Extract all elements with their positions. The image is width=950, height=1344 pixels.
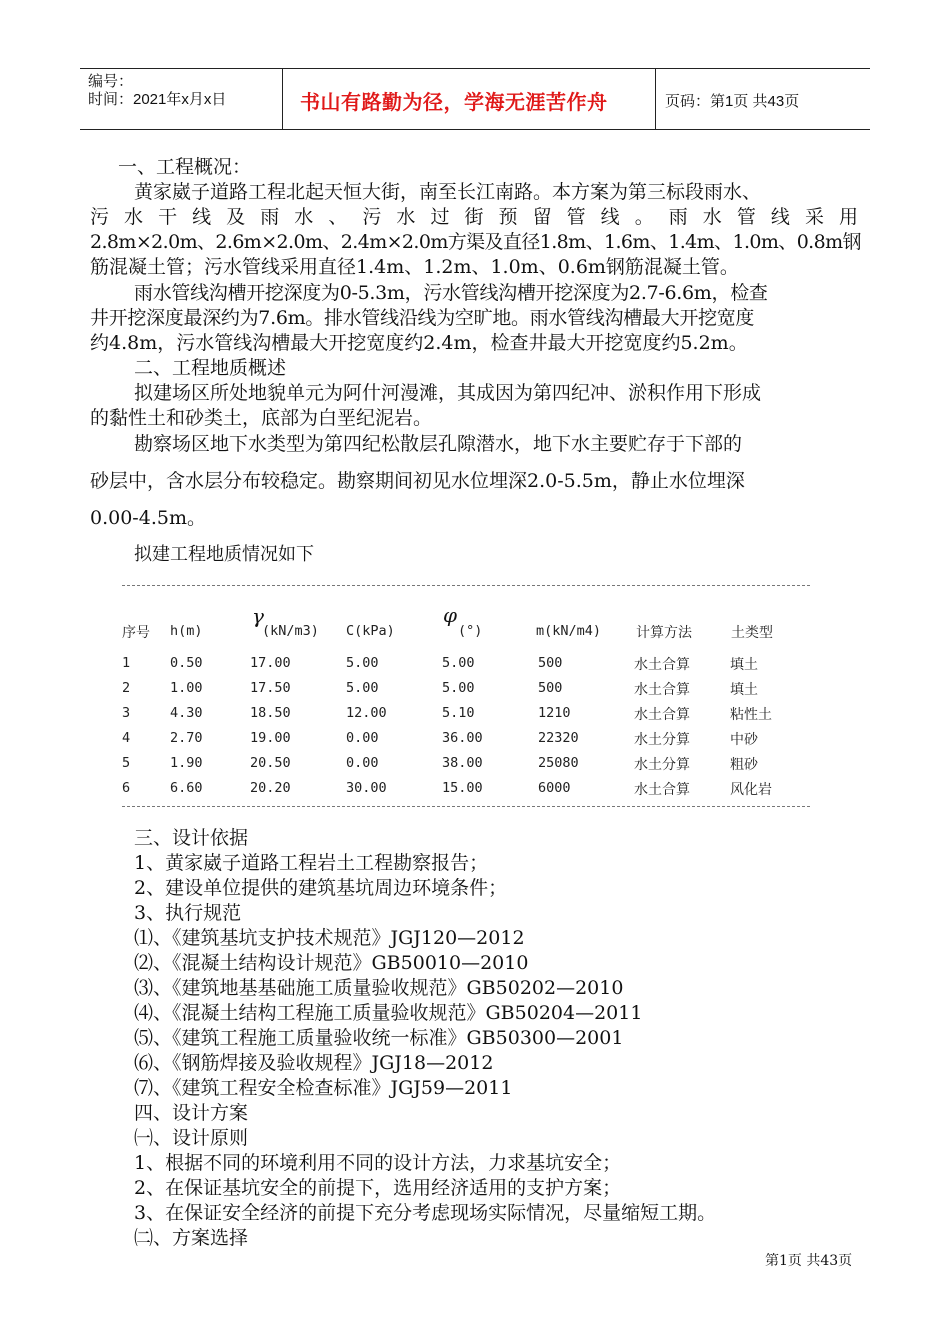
table-row-5-h: 1.90 [170, 755, 203, 771]
gamma-symbol: γ [252, 604, 264, 628]
table-row-2-index: 2 [122, 680, 131, 696]
table-row-4-phi: 36.00 [442, 730, 483, 746]
col-header-phi: (°) [458, 623, 483, 639]
table-row-6-c: 30.00 [346, 780, 387, 796]
table-row-4-m: 22320 [538, 730, 579, 746]
header-top-rule [80, 68, 870, 69]
table-row-6-method: 水土合算 [634, 782, 690, 798]
header-bottom-rule [80, 129, 870, 130]
col-header-gamma: (kN/m3) [262, 623, 319, 639]
s2-p2-line1: 勘察场区地下水类型为第四纪松散层孔隙潜水，地下水主要贮存于下部的 [134, 433, 743, 455]
s1-p2-line2: 井开挖深度最深约为7.6m。排水管线沿线为空旷地。雨水管线沟槽最大开挖宽度 [90, 307, 755, 329]
table-row-5-c: 0.00 [346, 755, 379, 771]
table-row-2-c: 5.00 [346, 680, 379, 696]
phi-symbol: φ [443, 603, 458, 627]
header-divider-right [655, 68, 656, 130]
header-date-label: 时间：2021年x月x日 [88, 91, 227, 108]
table-row-2-phi: 5.00 [442, 680, 475, 696]
table-row-5-index: 5 [122, 755, 131, 771]
s2-p1-line1: 拟建场区所处地貌单元为阿什河漫滩，其成因为第四纪冲、淤积作用下形成 [134, 382, 762, 404]
table-row-3-phi: 5.10 [442, 705, 475, 721]
table-row-1-phi: 5.00 [442, 655, 475, 671]
table-row-1-method: 水土合算 [634, 657, 690, 673]
standard-5: ⑸、《建筑工程施工质量验收统一标准》GB50300—2001 [134, 1027, 624, 1049]
standard-1: ⑴、《建筑基坑支护技术规范》JGJ120—2012 [134, 927, 525, 949]
s1-p2-line1: 雨水管线沟槽开挖深度为0-5.3m，污水管线沟槽开挖深度为2.7-6.6m，检查 [134, 282, 768, 304]
col-header-m: m(kN/m4) [536, 623, 602, 639]
standard-6: ⑹、《钢筋焊接及验收规程》JGJ18—2012 [134, 1052, 494, 1074]
table-row-6-index: 6 [122, 780, 131, 796]
table-row-4-index: 4 [122, 730, 131, 746]
s1-p1-line4: 筋混凝土管；污水管线采用直径1.4m、1.2m、1.0m、0.6m钢筋混凝土管。 [90, 256, 739, 278]
table-top-rule [122, 585, 810, 586]
col-header-c: C(kPa) [346, 623, 395, 639]
section-2-title: 二、工程地质概述 [134, 357, 287, 379]
basis-item-3: 3、执行规范 [134, 902, 242, 924]
table-row-5-gamma: 20.50 [250, 755, 291, 771]
table-row-3-h: 4.30 [170, 705, 203, 721]
subsection-scheme-selection: ㈡、方案选择 [134, 1227, 249, 1249]
table-row-2-h: 1.00 [170, 680, 203, 696]
table-row-6-gamma: 20.20 [250, 780, 291, 796]
standard-4: ⑷、《混凝土结构工程施工质量验收规范》GB50204—2011 [134, 1002, 643, 1024]
section-3-title: 三、设计依据 [134, 827, 249, 849]
table-row-3-method: 水土合算 [634, 707, 690, 723]
table-row-4-soil: 中砂 [730, 732, 758, 748]
s2-p2-line2: 砂层中，含水层分布较稳定。勘察期间初见水位埋深2.0-5.5m，静止水位埋深 [90, 470, 745, 492]
s1-p1-line1: 黄家崴子道路工程北起天恒大街，南至长江南路。本方案为第三标段雨水、 [134, 181, 762, 203]
s1-p1-line3: 2.8m×2.0m、2.6m×2.0m、2.4m×2.0m方渠及直径1.8m、1.6m、1.4m、1.0m、0.8m钢 [90, 231, 861, 253]
table-row-4-c: 0.00 [346, 730, 379, 746]
table-row-1-gamma: 17.00 [250, 655, 291, 671]
principle-3: 3、在保证安全经济的前提下充分考虑现场实际情况，尽量缩短工期。 [134, 1202, 717, 1224]
table-row-5-m: 25080 [538, 755, 579, 771]
s1-p1-line2: 污水干线及雨水、污水过街预留管线。雨水管线采用 [90, 206, 858, 228]
table-row-4-gamma: 19.00 [250, 730, 291, 746]
table-intro: 拟建工程地质情况如下 [134, 544, 314, 565]
section-4-title: 四、设计方案 [134, 1102, 249, 1124]
header-code-label: 编号： [88, 73, 134, 90]
table-row-2-m: 500 [538, 680, 563, 696]
table-row-5-soil: 粗砂 [730, 757, 758, 773]
table-row-1-h: 0.50 [170, 655, 203, 671]
table-row-6-h: 6.60 [170, 780, 203, 796]
table-row-2-method: 水土合算 [634, 682, 690, 698]
table-row-1-m: 500 [538, 655, 563, 671]
table-row-6-soil: 风化岩 [730, 782, 772, 798]
col-header-soil: 土类型 [731, 625, 773, 641]
table-row-5-phi: 38.00 [442, 755, 483, 771]
col-header-h: h(m) [170, 623, 203, 639]
subsection-design-principle: ㈠、设计原则 [134, 1127, 249, 1149]
table-row-3-index: 3 [122, 705, 131, 721]
basis-item-2: 2、建设单位提供的建筑基坑周边环境条件； [134, 877, 508, 899]
standard-2: ⑵、《混凝土结构设计规范》GB50010—2010 [134, 952, 529, 974]
table-row-1-soil: 填土 [730, 657, 758, 673]
table-row-4-method: 水土分算 [634, 732, 690, 748]
table-row-1-c: 5.00 [346, 655, 379, 671]
col-header-index: 序号 [122, 625, 150, 641]
standard-7: ⑺、《建筑工程安全检查标准》JGJ59—2011 [134, 1077, 513, 1099]
footer-page-number: 第1页 共43页 [765, 1253, 853, 1269]
table-row-3-gamma: 18.50 [250, 705, 291, 721]
s1-p2-line3: 约4.8m，污水管线沟槽最大开挖宽度约2.4m，检查井最大开挖宽度约5.2m。 [90, 332, 748, 354]
principle-1: 1、根据不同的环境利用不同的设计方法，力求基坑安全； [134, 1152, 622, 1174]
s2-p2-line3: 0.00-4.5m。 [90, 507, 206, 529]
s2-p1-line2: 的黏性土和砂类土，底部为白垩纪泥岩。 [90, 407, 433, 429]
standard-3: ⑶、《建筑地基基础施工质量验收规范》GB50202—2010 [134, 977, 624, 999]
table-row-3-c: 12.00 [346, 705, 387, 721]
table-row-6-phi: 15.00 [442, 780, 483, 796]
header-motto: 书山有路勤为径，学海无涯苦作舟 [300, 90, 608, 114]
table-row-3-m: 1210 [538, 705, 571, 721]
header-page-label: 页码：第1页 共43页 [665, 93, 800, 110]
table-row-2-gamma: 17.50 [250, 680, 291, 696]
basis-item-1: 1、黄家崴子道路工程岩土工程勘察报告； [134, 852, 489, 874]
table-bottom-rule [122, 806, 810, 807]
table-row-5-method: 水土分算 [634, 757, 690, 773]
header-divider-left [282, 68, 283, 130]
principle-2: 2、在保证基坑安全的前提下，选用经济适用的支护方案； [134, 1177, 622, 1199]
table-row-3-soil: 粘性土 [730, 707, 772, 723]
col-header-method: 计算方法 [636, 625, 692, 641]
table-row-6-m: 6000 [538, 780, 571, 796]
table-row-1-index: 1 [122, 655, 131, 671]
section-1-title: 一、工程概况： [118, 156, 252, 178]
table-row-2-soil: 填土 [730, 682, 758, 698]
table-row-4-h: 2.70 [170, 730, 203, 746]
